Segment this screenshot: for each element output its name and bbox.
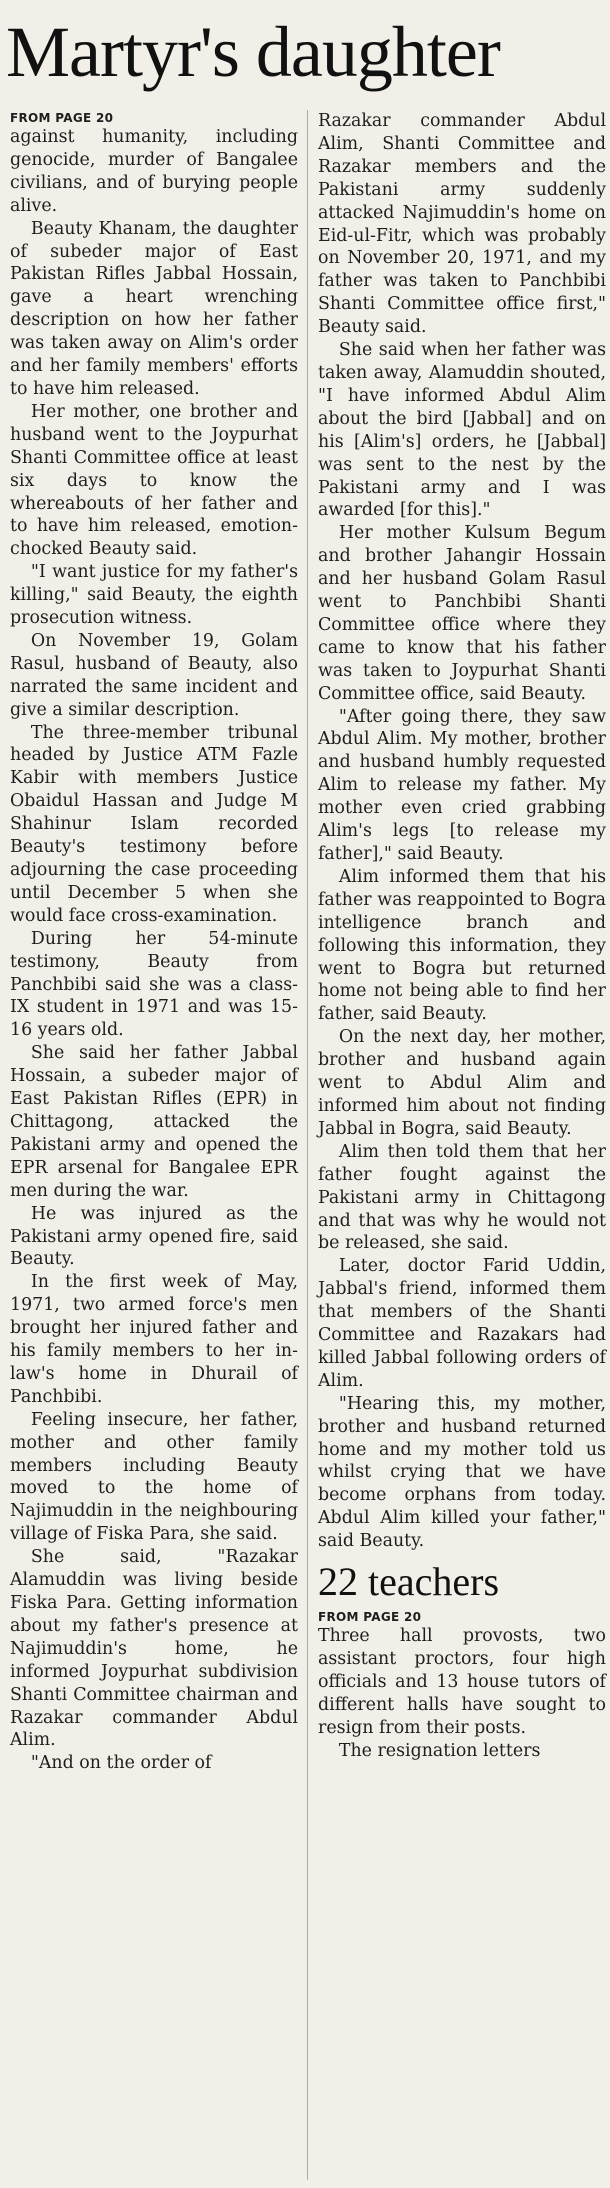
paragraph: Beauty Khanam, the daughter of subeder major of East Pakistan Rifles Jabbal Hossain, gave a heart wrenching description on how her father was taken away on Alim's order and her family members' efforts to have him released.: [10, 218, 298, 399]
second-article-headline: 22 teachers: [318, 1559, 500, 1605]
paragraph: She said her father Jabbal Hossain, a subeder major of East Pakistan Rifles (EPR) in Chittagong, attacked the Pakistani army and opened the EPR arsenal for Bangalee EPR men during the war.: [10, 1043, 298, 1201]
paragraph: "Hearing this, my mother, brother and husband returned home and my mother told us whilst crying that we have become orphans from today. Abdul Alim killed your father," said Beauty.: [318, 1393, 606, 1552]
paragraph: During her 54-minute testimony, Beauty from Panchbibi said she was a class-IX student in 1971 and was 15-16 years old.: [10, 928, 298, 1041]
paragraph: "After going there, they saw Abdul Alim. My mother, brother and husband humbly requested Alim to release my father. My mother even cried grabbing Alim's legs [to release my father]," said Beauty.: [318, 706, 606, 864]
headline: Martyr's daughter: [6, 12, 500, 92]
paragraph: The resignation letters: [338, 1740, 541, 1761]
paragraph: Later, doctor Farid Uddin, Jabbal's friend, informed them that members of the Shanti Committee and Razakars had killed Jabbal following orders of Alim.: [318, 1256, 606, 1391]
paragraph: Her mother Kulsum Begum and brother Jahangir Hossain and her husband Golam Rasul went to Panchbibi Shanti Committee office where they came to know that his father was taken to Joypurhat Shanti Committee office, said Beauty.: [318, 523, 606, 704]
from-page-label: FROM PAGE 20: [318, 1610, 422, 1625]
from-page-label: FROM PAGE 20: [10, 111, 114, 125]
paragraph: The three-member tribunal headed by Justice ATM Fazle Kabir with members Justice Obaidul Hassan and Judge M Shahinur Islam recorded Beauty's testimony before adjourning the case proceeding until December 5 when she would face cross-examination.: [10, 722, 298, 926]
paragraph: Alim then told them that her father fought against the Pakistani army in Chittagong and that was why he would not be released, she said.: [318, 1141, 606, 1254]
paragraph: She said when her father was taken away, Alamuddin shouted, "I have informed Abdul Alim about the bird [Jabbal] and on his [Alim's] orders, he [Jabbal] was sent to the nest by the Pakistani army and I was awarded [for this].": [318, 340, 606, 521]
paragraph: Alim informed them that his father was reappointed to Bogra intelligence branch and following this information, they went to Bogra but returned home not being able to find her father, said Beauty.: [318, 866, 606, 1025]
paragraph: On the next day, her mother, brother and husband again went to Abdul Alim and informed him about not finding Jabbal in Bogra, said Beauty.: [318, 1027, 606, 1139]
paragraph: On November 19, Golam Rasul, husband of Beauty, also narrated the same incident and give a similar description.: [10, 630, 298, 720]
paragraph: He was injured as the Pakistani army opened fire, said Beauty.: [10, 1203, 298, 1270]
paragraph: Her mother, one brother and husband went to the Joypurhat Shanti Committee office at least six days to know the whereabouts of her father and to have him released, emotion-chocked Beauty said.: [10, 401, 298, 560]
column-rule: [307, 110, 308, 2180]
column-right: [318, 110, 606, 1763]
paragraph: Razakar commander Abdul Alim, Shanti Committee and Razakar members and the Pakistani army suddenly attacked Najimuddin's home on Eid-ul-Fitr, which was probably on November 20, 1971, and my father was taken to Panchbibi Shanti Committee office first," Beauty said.: [318, 111, 606, 338]
paragraph: In the first week of May, 1971, two armed force's men brought her injured father and his family members to her in-law's home in Dhurail of Panchbibi.: [10, 1272, 298, 1407]
paragraph: Feeling insecure, her father, mother and other family members including Beauty moved to the home of Najimuddin in the neighbouring village of Fiska Para, she said.: [10, 1409, 298, 1545]
paragraph: Three hall provosts, two assistant proctors, four high officials and 13 house tutors of different halls have sought to resign from their posts.: [318, 1626, 606, 1738]
paragraph: She said, "Razakar Alamuddin was living beside Fiska Para. Getting information about my father's presence at Najimuddin's home, he informed Joypurhat subdivision Shanti Committee chairman and Razakar commander Abdul Alim.: [10, 1547, 298, 1751]
paragraph: against humanity, including genocide, murder of Bangalee civilians, and of burying people alive.: [10, 127, 298, 216]
paragraph: "And on the order of: [30, 1753, 212, 1774]
column-left: [10, 110, 298, 1775]
paragraph: "I want justice for my father's killing," said Beauty, the eighth prosecution witness.: [10, 562, 298, 629]
